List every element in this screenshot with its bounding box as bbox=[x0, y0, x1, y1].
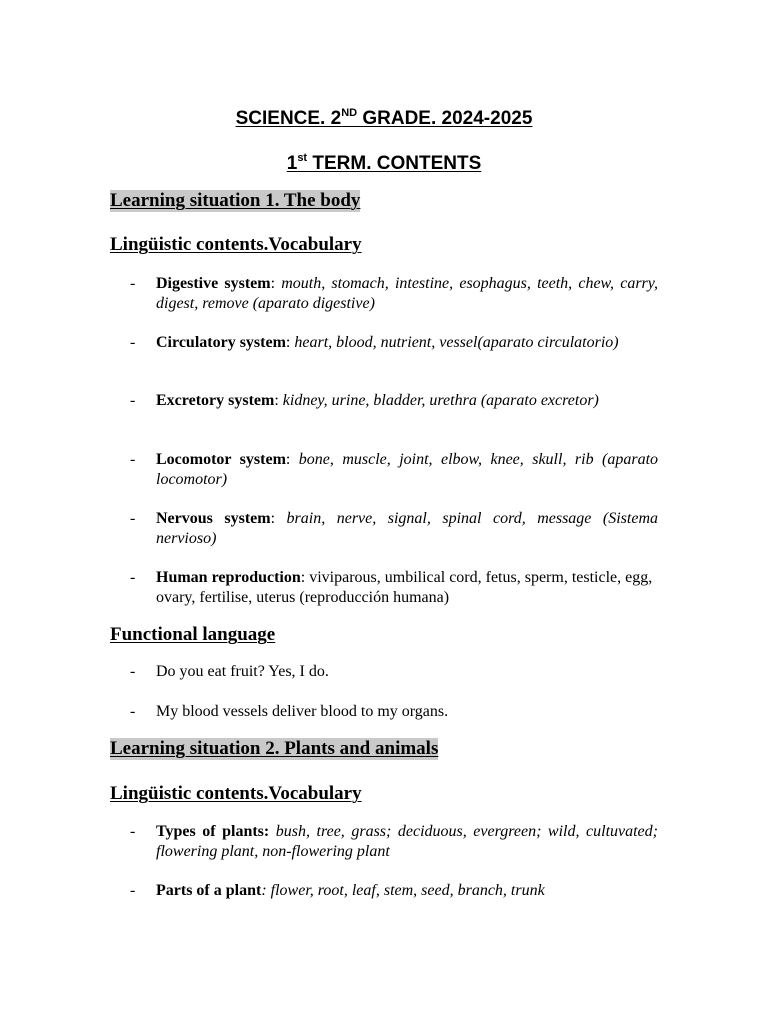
item-words: flower, root, leaf, stem, seed, branch, trunk bbox=[266, 882, 545, 899]
item-words: bush, tree, grass; deciduous, evergreen; wild, cultuvated; flowering plant, non-flowering plant bbox=[156, 823, 658, 860]
item-words: heart, blood, nutrient, vessel(aparato circulatorio) bbox=[290, 334, 619, 351]
item-words: viviparous, umbilical cord, fetus, sperm, testicle, egg, ovary, fertilise, uterus (reproducción humana) bbox=[156, 569, 653, 606]
functional-language-heading: Functional language bbox=[110, 624, 276, 645]
learning-situation-2-heading: Learning situation 2. Plants and animals bbox=[110, 738, 439, 759]
list-item: - Circulatory system: heart, blood, nutrient, vessel(aparato circulatorio) bbox=[130, 334, 619, 351]
item-term: Nervous system bbox=[156, 510, 271, 527]
item-term: Excretory system bbox=[156, 392, 275, 409]
bullet-dash: - bbox=[130, 882, 136, 899]
vocabulary-heading-2: Lingüistic contents.Vocabulary bbox=[110, 783, 362, 804]
bullet-dash: - bbox=[130, 510, 136, 527]
list-item bbox=[130, 702, 658, 722]
document-title: SCIENCE. 2ND GRADE. 2024-2025 bbox=[235, 107, 533, 129]
list-item: - Excretory system: kidney, urine, bladder, urethra (aparato excretor) bbox=[130, 392, 599, 409]
item-term: Circulatory system bbox=[156, 334, 286, 351]
item-words: brain, nerve, signal, spinal cord, message (Sistema nervioso) bbox=[156, 510, 659, 547]
item-term: Digestive system bbox=[156, 275, 271, 292]
functional-sentence: My blood vessels deliver blood to my organs. bbox=[156, 703, 449, 720]
list-item bbox=[130, 822, 658, 861]
list-item: - Parts of a plant: flower, root, leaf, stem, seed, branch, trunk bbox=[130, 882, 545, 899]
bullet-dash: - bbox=[130, 703, 136, 720]
term-title: 1st TERM. CONTENTS bbox=[286, 152, 482, 174]
item-term: Parts of a plant bbox=[156, 882, 262, 899]
item-words: bone, muscle, joint, elbow, knee, skull, rib (aparato locomotor) bbox=[156, 451, 659, 488]
item-words: kidney, urine, bladder, urethra (aparato excretor) bbox=[278, 392, 599, 409]
bullet-dash: - bbox=[130, 451, 136, 468]
bullet-dash: - bbox=[130, 392, 136, 409]
bullet-dash: - bbox=[130, 663, 136, 680]
item-term: Human reproduction bbox=[156, 569, 301, 586]
list-item: - Digestive system: mouth, stomach, intestine, esophagus, teeth, chew, carry, digest, remove (aparato digestive) bbox=[130, 275, 658, 312]
bullet-dash: - bbox=[130, 569, 136, 586]
list-item: - Locomotor system: bone, muscle, joint, elbow, knee, skull, rib (aparato locomotor) bbox=[130, 451, 659, 488]
functional-sentence: Do you eat fruit? Yes, I do. bbox=[156, 663, 329, 680]
learning-situation-1-heading: Learning situation 1. The body bbox=[110, 190, 361, 211]
vocabulary-heading-1: Lingüistic contents.Vocabulary bbox=[110, 234, 362, 255]
bullet-dash: - bbox=[130, 275, 136, 292]
list-item: - Nervous system: brain, nerve, signal, spinal cord, message (Sistema nervioso) bbox=[130, 510, 659, 547]
list-item: - Human reproduction: viviparous, umbilical cord, fetus, sperm, testicle, egg, ovary, fertilise, uterus (reproducción humana) bbox=[130, 569, 653, 606]
list-item bbox=[130, 662, 658, 682]
item-term: Locomotor system bbox=[156, 451, 286, 468]
item-term: Types of plants: bbox=[156, 823, 270, 840]
item-words: mouth, stomach, intestine, esophagus, teeth, chew, carry, digest, remove (aparato digestive) bbox=[156, 275, 658, 312]
bullet-dash: - bbox=[130, 334, 136, 351]
bullet-dash: - bbox=[130, 823, 136, 840]
